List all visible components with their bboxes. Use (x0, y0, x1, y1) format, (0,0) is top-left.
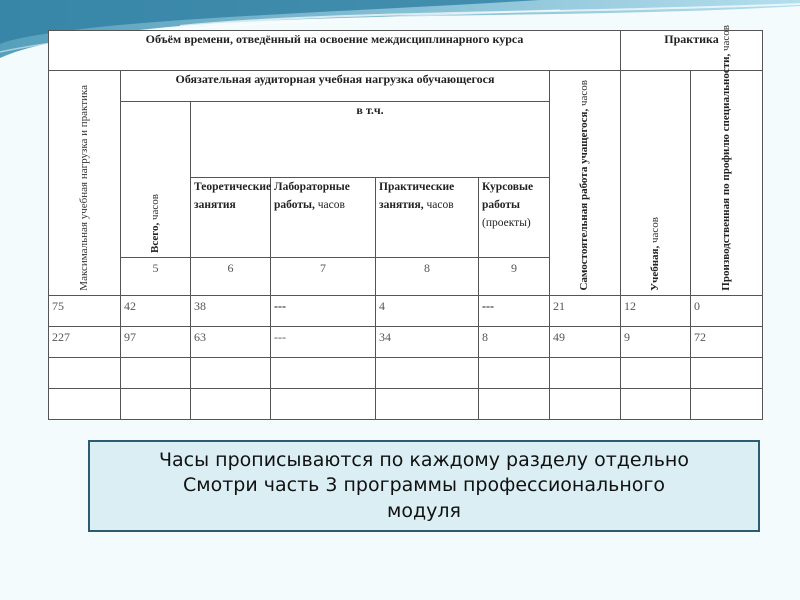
total-hours-label: Всего, (148, 222, 161, 253)
table-row (49, 358, 763, 389)
table-cell: --- (271, 327, 376, 358)
column-number: 9 (479, 258, 550, 296)
table-row (49, 296, 763, 327)
educational-practice-label: Учебная, (648, 245, 661, 291)
educational-practice-header (621, 71, 691, 296)
course-work-label: Курсовые работы (482, 181, 534, 211)
practical-unit: часов (426, 198, 454, 211)
table-cell: --- (271, 296, 376, 327)
column-number: 7 (271, 258, 376, 296)
table-cell (479, 358, 550, 389)
table-cell: 227 (49, 327, 121, 358)
table-cell: 97 (121, 327, 191, 358)
course-hours-table (48, 25, 763, 420)
including-header: в т.ч. (191, 102, 550, 178)
table-cell (691, 389, 763, 420)
table-cell (271, 358, 376, 389)
table-cell: 0 (691, 296, 763, 327)
table-row (49, 327, 763, 358)
table-cell (121, 358, 191, 389)
table-cell: 34 (376, 327, 479, 358)
column-number: 6 (191, 258, 271, 296)
total-hours-unit: часов (148, 194, 161, 221)
table-cell (121, 389, 191, 420)
table-cell: 42 (121, 296, 191, 327)
practical-label: Практические занятия, (379, 181, 455, 211)
production-practice-label: Производственная по профилю специальности, (719, 54, 732, 291)
table-cell: 21 (550, 296, 621, 327)
table-cell: 38 (191, 296, 271, 327)
practice-header: Практика (621, 31, 763, 71)
course-work-header (479, 178, 550, 258)
table-cell: 75 (49, 296, 121, 327)
table-cell: --- (479, 296, 550, 327)
table-cell (479, 389, 550, 420)
self-work-label: Самостоятельная работа учащегося, (578, 109, 591, 291)
column-number: 8 (376, 258, 479, 296)
self-work-header (550, 71, 621, 296)
table-cell: 9 (621, 327, 691, 358)
self-work-unit: часов (578, 80, 591, 107)
table-cell (49, 358, 121, 389)
table-header-row-1 (49, 31, 763, 71)
theory-header: Теоретические занятия (191, 178, 271, 258)
table-cell: 63 (191, 327, 271, 358)
mdk-time-header: Объём времени, отведённый на освоение междисциплинарного курса (49, 31, 621, 71)
table-cell: 8 (479, 327, 550, 358)
max-load-header: Максимальная учебная нагрузка и практика (49, 71, 121, 296)
note-line-2: Смотри часть 3 программы профессионального (183, 474, 665, 497)
lab-header (271, 178, 376, 258)
lab-label: Лабораторные работы, (274, 181, 350, 211)
table-cell (191, 389, 271, 420)
production-practice-unit: часов (719, 25, 732, 52)
note-box (88, 440, 760, 532)
lab-unit: часов (317, 198, 345, 211)
note-line-1: Часы прописываются по каждому разделу отдельно (159, 449, 689, 472)
table-cell (271, 389, 376, 420)
educational-practice-unit: часов (648, 217, 661, 244)
table-cell (691, 358, 763, 389)
table-cell (376, 389, 479, 420)
table-cell: 72 (691, 327, 763, 358)
table-cell (621, 389, 691, 420)
column-number: 5 (121, 258, 191, 296)
table-cell (550, 389, 621, 420)
table-cell (621, 358, 691, 389)
table-row (49, 389, 763, 420)
table-cell: 4 (376, 296, 479, 327)
table-header-row-2 (49, 71, 763, 102)
course-work-unit: (проекты) (482, 216, 531, 229)
table-cell: 12 (621, 296, 691, 327)
table-cell (376, 358, 479, 389)
practical-header (376, 178, 479, 258)
mandatory-load-header: Обязательная аудиторная учебная нагрузка обучающегося (121, 71, 550, 102)
table-cell (550, 358, 621, 389)
note-line-3: модуля (387, 499, 461, 522)
table-cell (191, 358, 271, 389)
total-hours-header (121, 102, 191, 258)
table-cell: 49 (550, 327, 621, 358)
table-cell (49, 389, 121, 420)
